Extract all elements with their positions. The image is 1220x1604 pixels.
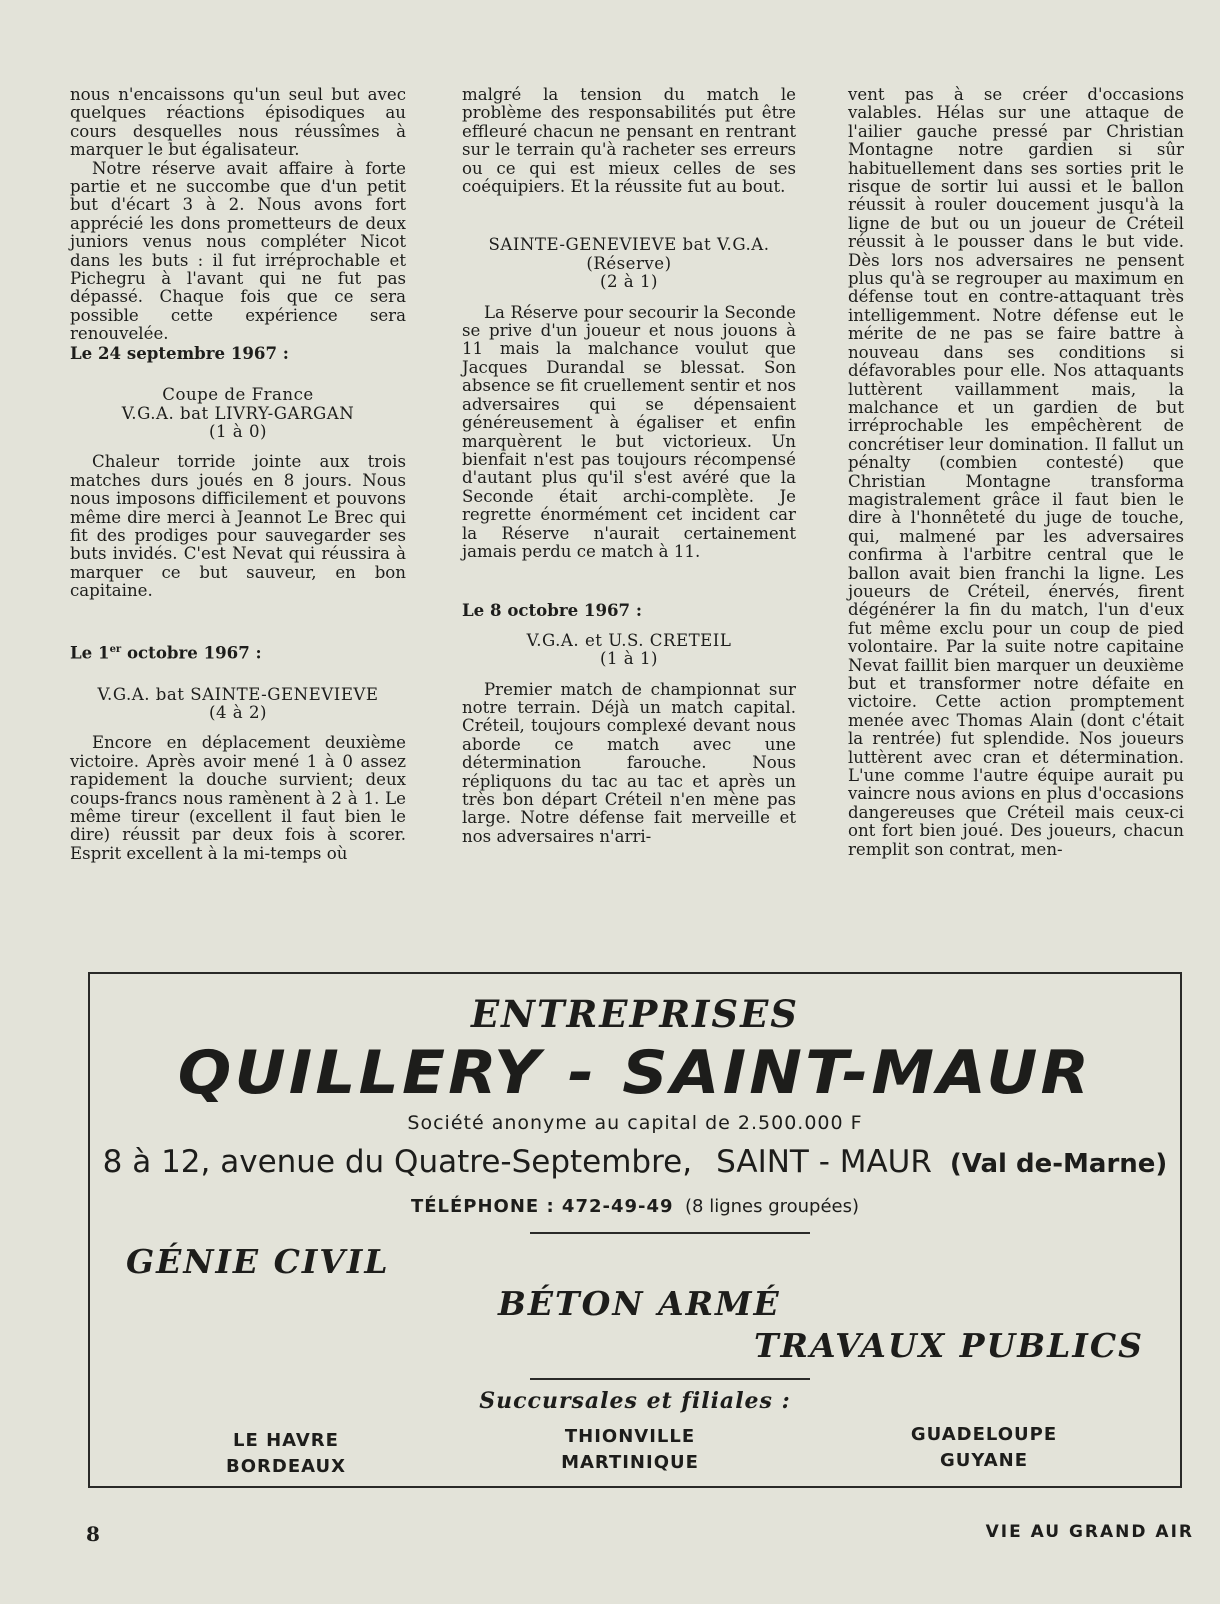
specialty-travaux-publics: TRAVAUX PUBLICS xyxy=(754,1326,1144,1365)
paragraph: Notre réserve avait affaire à forte partie et ne succombe que d'un petit but d'écart 3 à 2. Nous avons fort apprécié les dons prometteurs de deux juniors venus nous compléter Nicot dans les buts : il fut irréprochable et Pichegru à l'avant qui ne fut pas dépassé. Chaque fois que ce sera possible cette expérience sera renouvelée. xyxy=(70,158,406,344)
branch-item: LE HAVRE xyxy=(233,1430,339,1451)
paragraph: malgré la tension du match le problème des responsabilités put être effleuré chacun ne pensant en rentrant sur le terrain qu'à racheter ses erreurs ou ce qui est mieux celles de ses coéquipiers. Et la réussite fut au bout. xyxy=(462,85,796,197)
branch-item: GUADELOUPE xyxy=(910,1424,1058,1445)
section-date: Le 24 septembre 1967 : xyxy=(70,342,289,363)
specialty-beton-arme: BÉTON ARMÉ xyxy=(498,1284,781,1323)
match-heading: SAINTE-GENEVIEVE bat V.G.A. xyxy=(488,235,770,255)
company-address xyxy=(90,1144,1180,1180)
company-name: QUILLERY - SAINT-MAUR xyxy=(177,1038,1093,1108)
branch-item: THIONVILLE xyxy=(564,1426,696,1447)
match-score: (4 à 2) xyxy=(208,702,267,722)
branch-item: BORDEAUX xyxy=(226,1456,346,1477)
cup-heading: Coupe de France xyxy=(162,385,314,405)
company-capital: Société anonyme au capital de 2.500.000 F xyxy=(407,1112,863,1134)
match-heading: V.G.A. bat SAINTE-GENEVIEVE xyxy=(97,684,379,704)
paragraph: Premier match de championnat sur notre terrain. Déjà un match capital. Créteil, toujours complexé devant nous aborde ce match avec une détermination farouche. Nous répliquons du tac au tac et après un très bon départ Créteil n'en mène pas large. Notre défense fait merveille et nos adversaires n'arri- xyxy=(462,679,796,846)
divider xyxy=(530,1378,810,1380)
match-subheading: (Réserve) xyxy=(586,253,672,273)
paragraph: Chaleur torride jointe aux trois matches durs joués en 8 jours. Nous nous imposons difficilement et pouvons même dire merci à Jeannot Le Brec qui fit des prodiges pour sauvegarder ses buts invidés. C'est Nevat qui réussira à marquer ce but sauveur, en bon capitaine. xyxy=(70,452,406,601)
section-date: Le 8 octobre 1967 : xyxy=(462,600,642,621)
article-column-3 xyxy=(848,86,1184,859)
match-score: (1 à 1) xyxy=(599,649,658,669)
article-column-1 xyxy=(70,86,406,863)
paragraph: La Réserve pour secourir la Seconde se prive d'un joueur et nous jouons à 11 mais la malchance voulut que Jacques Durandal se blessat. Son absence se fit cruellement sentir et nos adversaires qui se dépensaient généreusement à égaliser et enfin marquèrent le but victorieux. Un bienfait n'est pas toujours récompensé d'autant plus qu'il s'est avéré que la Seconde était archi-complète. Je regrette énormément cet incident car la Réserve n'aurait certainement jamais perdu ce match à 11. xyxy=(462,302,796,561)
match-score: (1 à 0) xyxy=(208,421,267,441)
paragraph: vent pas à se créer d'occasions valables. Hélas sur une attaque de l'ailier gauche pressé par Christian Montagne notre gardien si sûr habituellement dans ses sorties prit le risque de sortir lui aussi et le ballon réussit à rouler doucement jusqu'à la ligne de but ou un joueur de Créteil réussit à le pousser dans le but vide. Dès lors nos adversaires ne pensent plus qu'à se regrouper au maximum en défense tout en contre-attaquant très intelligemment. Notre défense eut le mérite de ne pas se faire battre à nouveau dans ses conditions si défavorables pour elle. Nos attaquants luttèrent vaillamment mais, la malchance et un gardien de but irréprochable les empêchèrent de concrétiser leur domination. Il fallut un pénalty (combien contesté) que Christian Montagne transforma magistralement grâce il faut bien le dire à l'honnêteté du juge de touche, qui, malmené par les adversaires confirma à l'arbitre central que le ballon avait bien franchi la ligne. Les joueurs de Créteil, énervés, firent dégénérer la fin du match, l'un d'eux fut même exclu pour un coup de pied volontaire. Par la suite notre capitaine Nevat faillit bien marquer un deuxième but et transformer notre défaite en victoire. Cette action promptement menée avec Thomas Alain (dont c'était la rentrée) fut splendide. Nos joueurs luttèrent avec cran et détermination. L'une comme l'autre équipe aurait pu vaincre nous avions en plus d'occasions dangereuses que Créteil mais ceux-ci ont fort bien joué. Des joueurs, chacun remplit son contrat, men- xyxy=(848,85,1184,859)
street-address: 8 à 12, avenue du Quatre-Septembre, xyxy=(102,1144,693,1180)
match-heading: V.G.A. bat LIVRY-GARGAN xyxy=(121,403,355,423)
company-phone xyxy=(90,1196,1180,1217)
page-number: 8 xyxy=(86,1522,100,1546)
specialty-genie-civil: GÉNIE CIVIL xyxy=(126,1242,390,1281)
divider xyxy=(530,1232,810,1234)
ad-title: ENTREPRISES xyxy=(470,992,800,1036)
phone-number: TÉLÉPHONE : 472-49-49 xyxy=(410,1196,674,1217)
advertisement xyxy=(88,972,1182,1488)
phone-note: (8 lignes groupées) xyxy=(685,1196,860,1217)
branch-item: MARTINIQUE xyxy=(561,1452,699,1473)
match-score: (2 à 1) xyxy=(599,272,658,292)
paragraph: nous n'encaissons qu'un seul but avec quelques réactions épisodiques au cours desquelles nous réussîmes à marquer le but égalisateur. xyxy=(70,85,406,160)
branches-heading: Succursales et filiales : xyxy=(479,1388,791,1414)
magazine-title: VIE AU GRAND AIR xyxy=(985,1522,1194,1542)
article-column-2 xyxy=(462,86,796,846)
branch-item: GUYANE xyxy=(940,1450,1028,1471)
match-heading: V.G.A. et U.S. CRETEIL xyxy=(526,630,732,650)
department: (Val de-Marne) xyxy=(949,1149,1168,1179)
city: SAINT - MAUR xyxy=(716,1144,932,1180)
paragraph: Encore en déplacement deuxième victoire. Après avoir mené 1 à 0 assez rapidement la douche survient; deux coups-francs nous ramènent à 2 à 1. Le même tireur (excellent il faut bien le dire) réussit par deux fois à scorer. Esprit excellent à la mi-temps où xyxy=(70,733,406,863)
section-date: Le 1er octobre 1967 : xyxy=(70,642,262,663)
